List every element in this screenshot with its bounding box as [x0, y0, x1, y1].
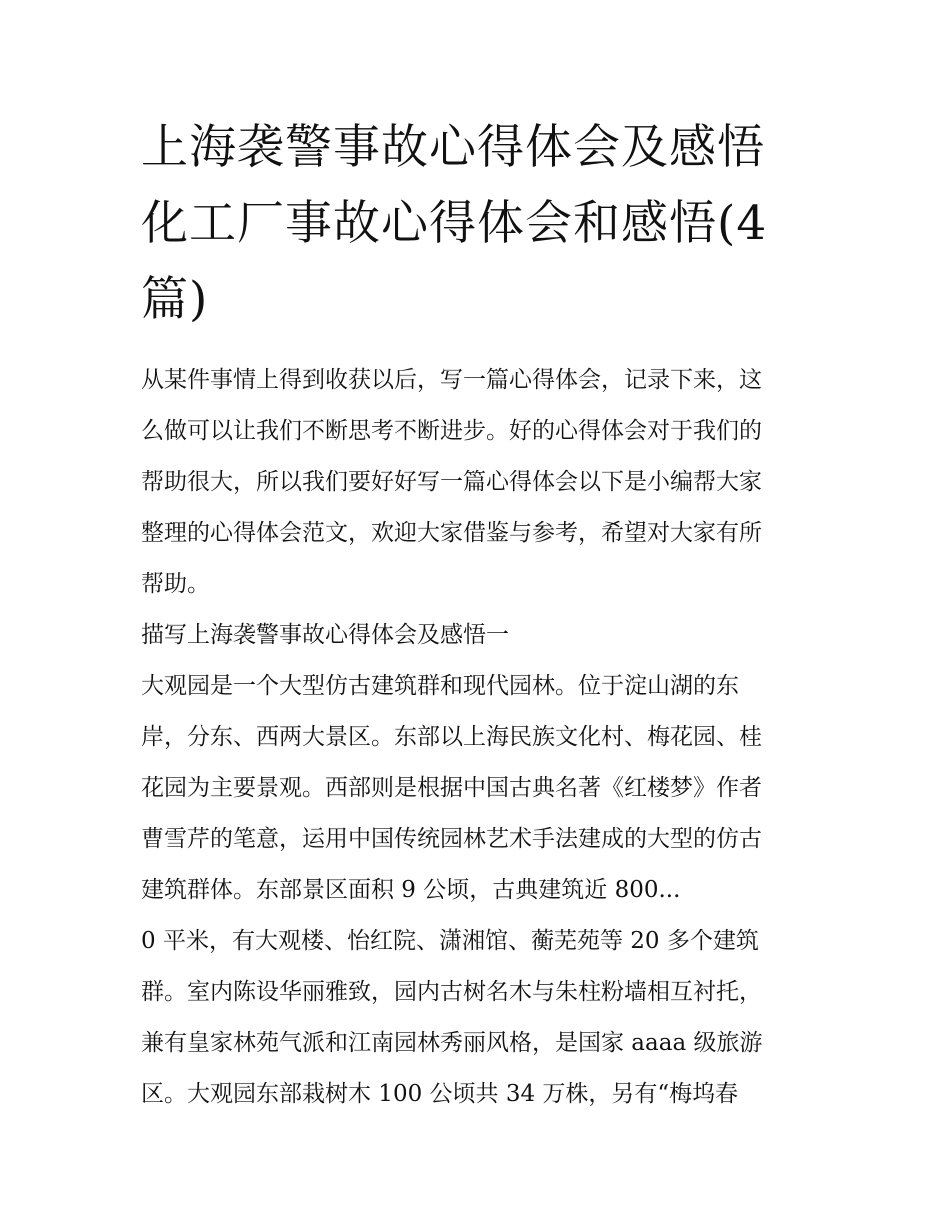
document-title [141, 110, 821, 338]
intro-paragraph-line: 帮助。 [141, 571, 210, 597]
title-line: 上海袭警事故心得体会及感悟 [141, 120, 765, 175]
body-paragraph-line: 曹雪芹的笔意，运用中国传统园林艺术手法建成的大型的仿古 [141, 826, 762, 852]
intro-paragraph-line: 从某件事情上得到收获以后，写一篇心得体会，记录下来，这 [141, 367, 762, 393]
body-paragraph-line: 建筑群体。东部景区面积 9 公顷，古典建筑近 800... [141, 877, 681, 903]
body-paragraph-line: 大观园是一个大型仿古建筑群和现代园林。位于淀山湖的东 [141, 673, 739, 699]
body-paragraph-line: 区。大观园东部栽树木 100 公顷共 34 万株，另有“梅坞春 [141, 1081, 739, 1107]
body-paragraph-line: 群。室内陈设华丽雅致，园内古树名木与朱柱粉墙相互衬托， [141, 979, 762, 1005]
body-paragraph-line: 花园为主要景观。西部则是根据中国古典名著《红楼梦》作者 [141, 775, 762, 801]
document-body [141, 355, 816, 1120]
intro-paragraph-line: 整理的心得体会范文，欢迎大家借鉴与参考，希望对大家有所 [141, 520, 762, 546]
title-line: 篇) [141, 272, 209, 327]
intro-paragraph-line: 帮助很大，所以我们要好好写一篇心得体会以下是小编帮大家 [141, 469, 762, 495]
title-line: 化工厂事故心得体会和感悟(4 [141, 196, 768, 251]
intro-paragraph-line: 么做可以让我们不断思考不断进步。好的心得体会对于我们的 [141, 418, 762, 444]
body-paragraph-line: 0 平米，有大观楼、怡红院、潇湘馆、蘅芜苑等 20 多个建筑 [141, 928, 759, 954]
body-paragraph-line: 岸，分东、西两大景区。东部以上海民族文化村、梅花园、桂 [141, 724, 762, 750]
body-paragraph-line: 兼有皇家林苑气派和江南园林秀丽风格，是国家 aaaa 级旅游 [141, 1030, 763, 1056]
section-heading: 描写上海袭警事故心得体会及感悟一 [141, 622, 509, 648]
